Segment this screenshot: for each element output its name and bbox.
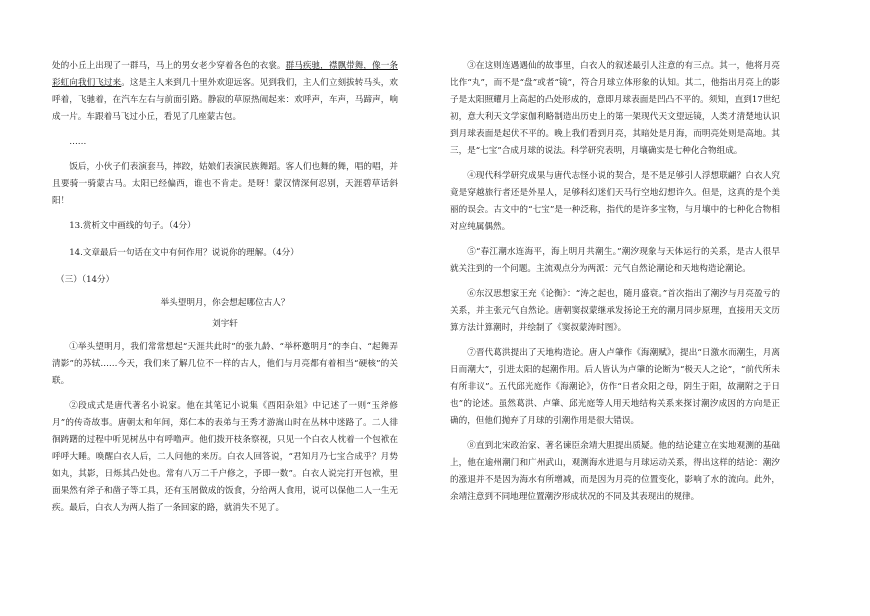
section-heading: （三）（14分） — [56, 275, 115, 285]
left-column — [52, 58, 398, 525]
article-paragraph-3: ③在这则连遇遇仙的故事里，白衣人的叙述最引人注意的有三点。其一，他将月亮比作“丸”，而不是“盘”或者“镜”，符合月球立体形象的认知。其二，他指出月亮上的影子是太阳照耀月上高起的凸处形成的，意即月球表面是凹凸不平的。须知，直到17世纪初，意大利天文学家伽利略制造出历史上的第一架现代天文望远镜，人类才清楚地认识到月球表面是起伏不平的。晚上我们看到月亮，其暗处是月海，而明亮处则是高地。其三，是“七宝”合成月球的说法。科学研究表明，月壤确实是七种化合物组成。 — [450, 61, 780, 156]
ellipsis: …… — [69, 137, 87, 147]
underlined-sentence: 群马疾驰，襟飘带舞，像一条彩虹向我们飞过来 — [52, 61, 398, 88]
article-paragraph-7: ⑦晋代葛洪提出了天地构造论。唐人卢肇作《海潮赋》，提出“日激水而潮生，月离日而潮大”，引进太阳的起潮作用。后人皆认为卢肇的论断为“极天人之论”，“前代所未有所非议”。五代邱光庭作《海潮论》，仿作“日者众阳之母，阴生于阳，故潮附之于日也”的论述。虽然葛洪、卢肇、邱光庭等人用天地结构关系来探讨潮汐成因的方向是正确的，但他们抛弃了月球的引潮作用是很大错误。 — [450, 348, 780, 426]
question-13: 13.赏析文中画线的句子。（4分） — [69, 221, 196, 231]
right-column — [450, 58, 780, 514]
article-paragraph-2: ②段成式是唐代著名小说家。他在其笔记小说集《酉阳杂俎》中记述了一则“玉斧修月”的传奇故事。唐朝太和年间，郑仁本的表弟与王秀才游嵩山时在丛林中迷路了。二人徘徊踌躇的过程中听见树丛中有呼噜声。他们拨开枝条察视，只见一个白衣人枕着一个包袱在呼呼大睡。唤醒白衣人后，二人问他的来历。白衣人回答说，“君知月乃七宝合成乎？月势如丸，其影，日烁其凸处也。常有八万二千户修之，予即一数”。白衣人说完打开包袱，里面果然有斧子和凿子等工具，还有玉屑做成的饭食，分给两人食用，说可以保他二人一生无疾。最后，白衣人为两人指了一条回家的路，就消失不见了。 — [52, 401, 398, 513]
article-paragraph-1: ①举头望明月，我们常常想起“天涯共此时”的张九龄、“举杯邀明月”的李白、“起舞弄清影”的苏轼……今天，我们来了解几位不一样的古人，他们与月亮都有着相当“硬核”的关联。 — [52, 342, 398, 386]
story-paragraph-1: 处的小丘上出现了一群马，马上的男女老少穿着各色的衣裳。群马疾驰，襟飘带舞，像一条彩虹向我们飞过来。这是主人来到几十里外欢迎远客。见到我们，主人们立刻拔转马头，欢呼着，飞驰着，在汽车左右与前面引路。静寂的草原热闹起来：欢呼声，车声，马蹄声，响成一片。车跟着马飞过小丘，看见了几座蒙古包。 — [52, 61, 398, 122]
article-title: 举头望明月，你会想起哪位古人？ — [160, 298, 290, 308]
article-paragraph-5: ⑤“春江潮水连海平，海上明月共潮生。”潮汐现象与天体运行的关系，是古人很早就关注到的一个问题。主流观点分为两派：元气自然论潮论和天地构造论潮论。 — [450, 247, 780, 274]
article-paragraph-8: ⑧直到北宋政治家、著名谏臣余靖大胆提出质疑。他的结论建立在实地观测的基础上，他在逾州潮门和广州武山，观测海水进退与月球运动关系，得出这样的结论：潮汐的涨退并不是因为海水有所增减，而是因为月亮的位置变化，影响了水的流向。此外，余靖注意到不同地理位置潮汐形成状况的不同及其表现出的规律。 — [450, 441, 780, 502]
question-14: 14.文章最后一句话在文中有何作用？说说你的理解。（4分） — [69, 248, 299, 258]
article-author: 刘宇轩 — [212, 319, 238, 329]
article-paragraph-6: ⑥东汉思想家王充《论衡》：“涛之起也，随月盛衰。”首次指出了潮汐与月亮盈亏的关系，并主张元气自然论。唐朝窦叔蒙继承发扬论王充的潮月同步原理，直接用天文历算方法计算潮时，并绘制了《窦叔蒙涛时图》。 — [450, 289, 780, 333]
story-paragraph-2: 饭后，小伙子们表演套马，摔跤，姑娘们表演民族舞蹈。客人们也舞的舞，唱的唱，并且要骑一骑蒙古马。太阳已经偏西，谁也不肯走。是呀！蒙汉情深何忍别，天涯碧草话斜阳！ — [52, 162, 398, 206]
article-paragraph-4: ④现代科学研究成果与唐代志怪小说的契合，是不是足够引人浮想联翩？白衣人究竟是穿越旅行者还是外星人，足够科幻迷们天马行空地幻想许久。但是，这真的是个美丽的误会。古文中的“七宝”是一种泛称，指代的是许多宝物，与月壤中的七种化合物相对应纯属偶然。 — [450, 171, 780, 232]
